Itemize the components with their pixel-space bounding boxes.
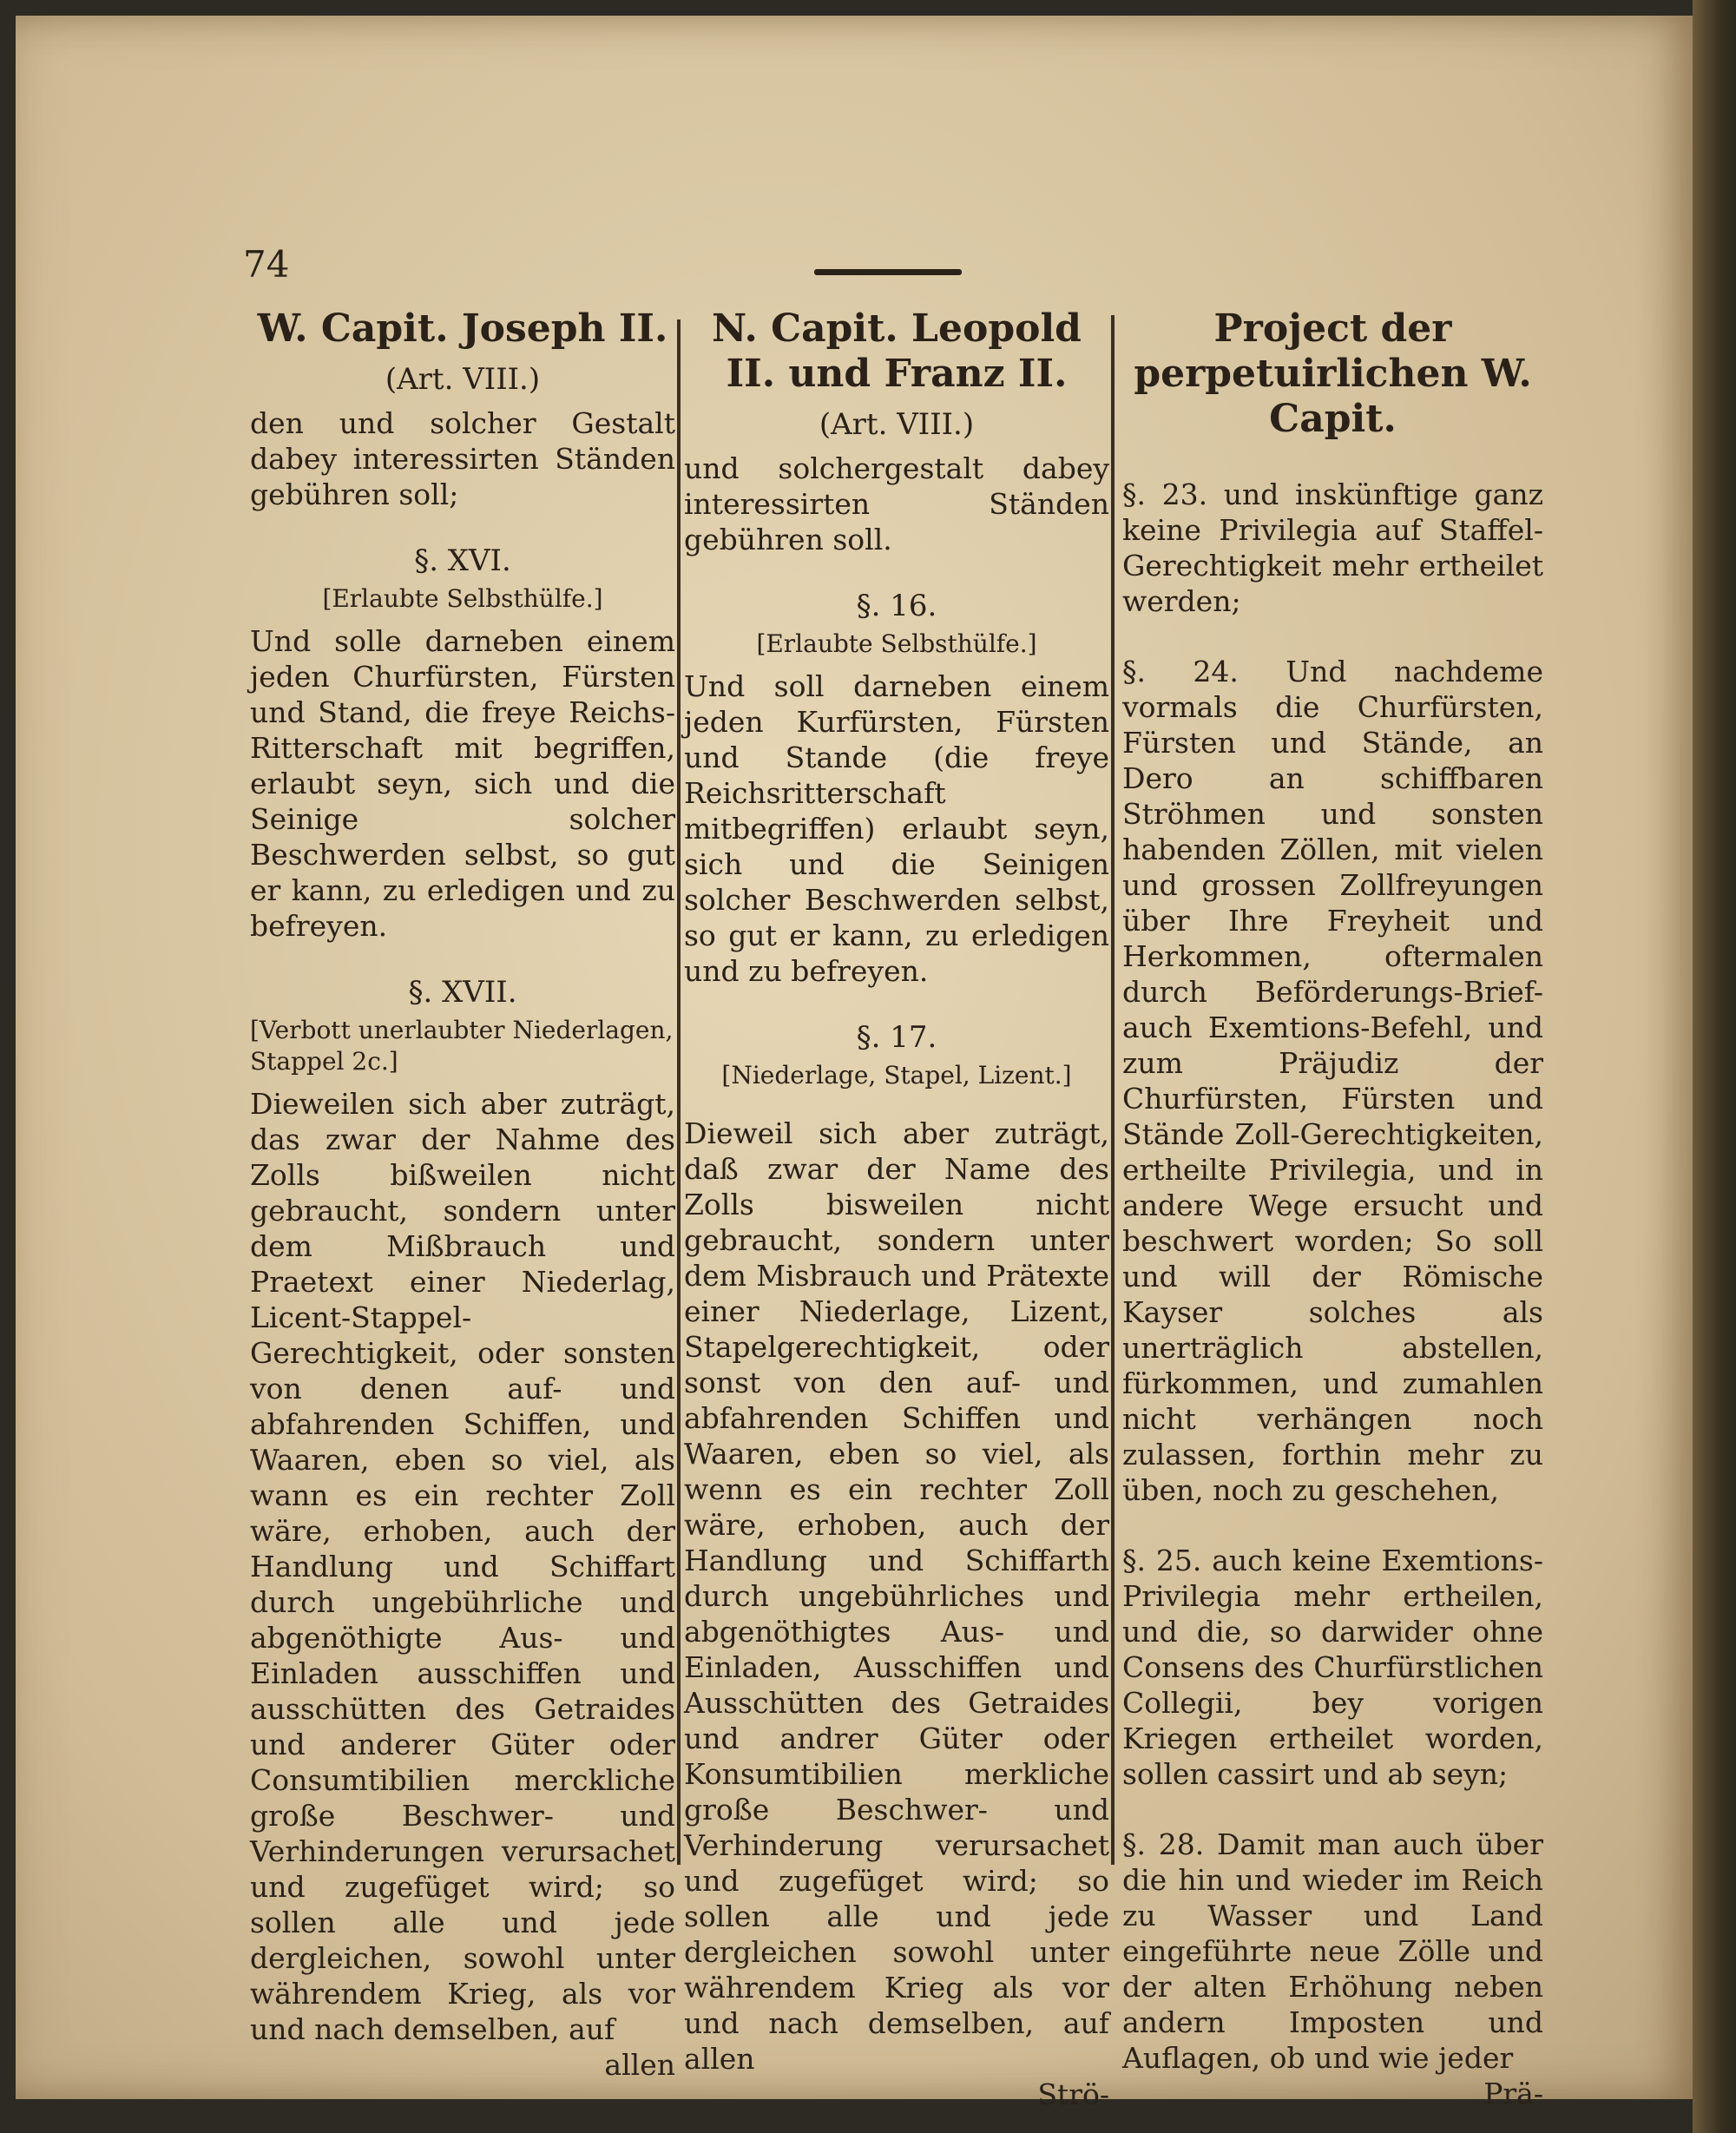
article-label: (Art. VIII.): [385, 362, 541, 397]
paragraph-28: §. 28. Damit man auch über die hin und wieder im Reich zu Wasser und Land eingeführte neue Zölle und der alten Erhöhung neben andern Imposten und Auflagen, ob und wie jeder: [1122, 1827, 1543, 2075]
column-leopold-franz: [684, 306, 1109, 2112]
column-joseph-ii: [250, 306, 675, 2083]
section-heading: [Erlaubte Selbsthülfe.]: [322, 584, 603, 613]
catchword: Prä-: [1483, 2077, 1543, 2110]
section-heading: [Niederlage, Stapel, Lizent.]: [721, 1061, 1072, 1090]
section-text: Und soll darneben einem jeden Kurfürsten, Fürsten und Stande (die freye Reichsritterschaft mitbegriffen) erlaubt seyn, sich und die Seinigen solcher Beschwerden selbst, so gut er kann, zu erledigen und zu befreyen.: [684, 669, 1109, 988]
paragraph-23: §. 23. und inskünftige ganz keine Privilegia auf Staffel-Gerechtigkeit mehr ertheilet werden;: [1122, 477, 1543, 618]
book-page: [16, 16, 1700, 2111]
article-label: (Art. VIII.): [819, 407, 975, 442]
section-text: Dieweilen sich aber zuträgt, das zwar der Nahme des Zolls bißweilen nicht gebraucht, sondern unter dem Mißbrauch und Praetext einer Niederlag, Licent-Stappel-Gerechtigkeit, oder sonsten von denen auf- und abfahrenden Schiffen, und Waaren, eben so viel, als wann es ein rechter Zoll wäre, erhoben, auch der Handlung und Schiffart durch ungebührliche und abgenöthigte Aus- und Einladen ausschiffen und ausschütten des Getraides und anderer Güter oder Consumtibilien merckliche große Beschwer- und Verhinderungen verursachet und zugefüget wird; so sollen alle und jede dergleichen, sowohl unter währendem Krieg, als vor und nach demselben, auf: [250, 1087, 675, 2046]
column-title: N. Capit. Leopold II. und Franz II.: [712, 306, 1082, 396]
section-number: §. 17.: [856, 1020, 937, 1055]
section-number: §. 16.: [856, 589, 937, 623]
catchword: allen: [604, 2048, 675, 2082]
column-title: W. Capit. Joseph II.: [257, 306, 668, 351]
section-heading: [Verbott unerlaubter Niederlagen, Stappel 2c.]: [250, 1016, 674, 1076]
page-number: 74: [243, 243, 290, 286]
intro-text: und solchergestalt dabey interessirten Ständen gebühren soll.: [684, 451, 1109, 556]
section-text: Und solle darneben einem jeden Churfürsten, Fürsten und Stand, die freye Reichs-Ritterschaft mit begriffen, erlaubt seyn, sich und die Seinige solcher Beschwerden selbst, so gut er kann, zu erledigen und zu befreyen.: [250, 624, 675, 943]
section-heading: [Erlaubte Selbsthülfe.]: [756, 629, 1037, 658]
section-number: §. XVII.: [408, 975, 517, 1010]
section-number: §. XVI.: [414, 543, 511, 578]
intro-text: den und solcher Gestalt dabey interessirten Ständen gebühren soll;: [250, 406, 675, 511]
column-divider-1: [677, 319, 681, 1865]
section-text: Dieweil sich aber zuträgt, daß zwar der Name des Zolls bisweilen nicht gebraucht, sondern unter dem Misbrauch und Prätexte einer Niederlage, Lizent, Stapelgerechtigkeit, oder sonst von den auf- und abfahrenden Schiffen und Waaren, eben so viel, als wenn es ein rechter Zoll wäre, erhoben, auch der Handlung und Schiffarth durch ungebührliches und abgenöthigtes Aus- und Einladen, Ausschiffen und Ausschütten des Getraides und andrer Güter oder Konsumtibilien merkliche große Beschwer- und Verhinderung verursachet und zugefüget wird; so sollen alle und jede dergleichen sowohl unter währendem Krieg als vor und nach demselben, auf allen: [684, 1116, 1109, 2076]
book-gutter: [1693, 0, 1736, 2133]
column-divider-2: [1111, 315, 1115, 1865]
paragraph-25: §. 25. auch keine Exemtions-Privilegia mehr ertheilen, und die, so darwider ohne Consens des Churfürstlichen Collegii, bey vorigen Kriegen ertheilet worden, sollen cassirt und ab seyn;: [1122, 1544, 1543, 1791]
header-rule: [814, 269, 962, 275]
column-title: Project der perpetuirlichen W. Capit.: [1134, 306, 1532, 441]
column-perpetual-capitulation: [1122, 306, 1543, 2111]
catchword: Strö-: [1037, 2077, 1109, 2111]
paragraph-24: §. 24. Und nachdeme vormals die Churfürsten, Fürsten und Stände, an Dero an schiffbaren Ströhmen und sonsten habenden Zöllen, mit vielen und grossen Zollfreyungen über Ihre Freyheit und Herkommen, oftermalen durch Beförderungs-Brief- auch Exemtions-Befehl, und zum Präjudiz der Churfürsten, Fürsten und Stände Zoll-Gerechtigkeiten, ertheilte Privilegia, und in andere Wege ersucht und beschwert worden; So soll und will der Römische Kayser solches als unerträglich abstellen, fürkommen, und zumahlen nicht verhängen noch zulassen, forthin mehr zu üben, noch zu geschehen,: [1122, 655, 1543, 1507]
